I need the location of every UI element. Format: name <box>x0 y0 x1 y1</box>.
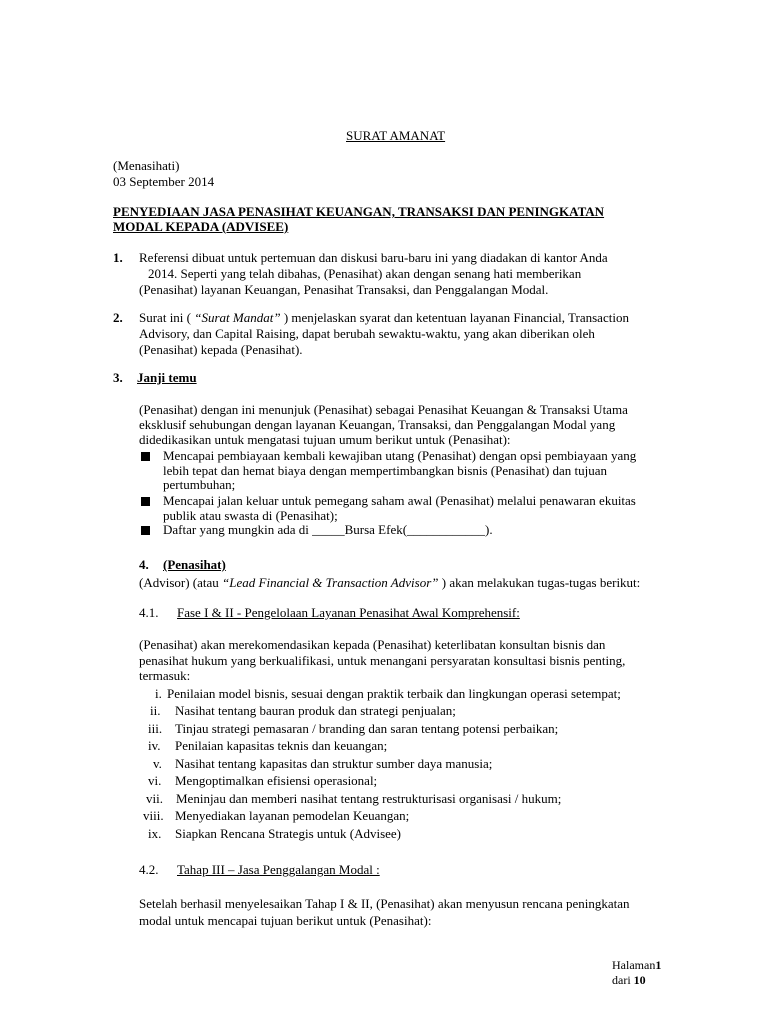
list-item-number: vii. <box>146 791 163 806</box>
page-current: 1 <box>655 958 662 972</box>
section-4-1-para-line-1: (Penasihat) akan merekomendasikan kepada (Penasihat) keterlibatan konsultan bisnis dan <box>139 637 606 652</box>
bullet-square-icon <box>141 526 150 535</box>
bullet-1-line-1: Mencapai pembiayaan kembali kewajiban utang (Penasihat) dengan opsi pembiayaan yang <box>163 448 637 463</box>
bullet-square-icon <box>141 497 150 506</box>
section-2-line-1 <box>139 310 629 326</box>
page-total: 10 <box>633 973 646 987</box>
list-item-number: iii. <box>148 721 163 736</box>
list-item-text: Penilaian kapasitas teknis dan keuangan; <box>175 738 388 753</box>
section-2-line-3: (Penasihat) kepada (Penasihat). <box>139 342 303 357</box>
section-4-line <box>139 575 640 591</box>
section-1-line-3: (Penasihat) layanan Keuangan, Penasihat Transaksi, dan Penggalangan Modal. <box>139 282 549 297</box>
section-2-line-1-post: ) menjelaskan syarat dan ketentuan layanan Financial, Transaction <box>280 310 629 325</box>
subject-line-2: MODAL KEPADA (ADVISEE) <box>113 219 289 234</box>
page-number-line-1 <box>612 958 661 973</box>
section-3-para-line-2: eksklusif sehubungan dengan layanan Keuangan, Transaksi, dan Penggalangan Modal yang <box>139 417 616 432</box>
list-item-number: vi. <box>148 773 162 788</box>
section-4-line-pre: (Advisor) (atau <box>139 575 223 590</box>
bullet-1-line-3: pertumbuhan; <box>163 477 236 492</box>
list-item-number: ii. <box>150 703 161 718</box>
section-1-line-2: 2014. Seperti yang telah dibahas, (Penasihat) akan dengan senang hati memberikan <box>148 266 582 281</box>
list-item-number: viii. <box>143 808 164 823</box>
subject-line-1: PENYEDIAAN JASA PENASIHAT KEUANGAN, TRANSAKSI DAN PENINGKATAN <box>113 204 605 219</box>
section-3-para-line-3: didedikasikan untuk mengatasi tujuan umum berikut untuk (Penasihat): <box>139 432 511 447</box>
bullet-2-line-2: publik atau swasta di (Penasihat); <box>163 508 338 523</box>
section-4-2-heading: Tahap III – Jasa Penggalangan Modal : <box>177 862 380 877</box>
section-4-1-para-line-2: penasihat hukum yang berkualifikasi, untuk menangani persyaratan konsultasi bisnis penting, <box>139 653 626 668</box>
section-4-2-para-line-1: Setelah berhasil menyelesaikan Tahap I & II, (Penasihat) akan menyusun rencana peningkatan <box>139 896 630 911</box>
bullet-3-line: Daftar yang mungkin ada di _____Bursa Efek(____________). <box>163 522 493 537</box>
section-4-1-para-line-3: termasuk: <box>139 668 191 683</box>
recipient-line: (Menasihati) <box>113 158 180 173</box>
document-title: SURAT AMANAT <box>346 128 446 143</box>
section-4-2-para-line-2: modal untuk mencapai tujuan berikut untuk (Penasihat): <box>139 913 432 928</box>
list-item-text: Siapkan Rencana Strategis untuk (Advisee) <box>175 826 401 841</box>
section-4-line-post: ) akan melakukan tugas-tugas berikut: <box>438 575 641 590</box>
page-of-label: dari <box>612 973 634 987</box>
list-item-text: Mengoptimalkan efisiensi operasional; <box>175 773 378 788</box>
list-item-text: Meninjau dan memberi nasihat tentang restrukturisasi organisasi / hukum; <box>176 791 562 806</box>
section-1-number: 1. <box>113 250 123 265</box>
section-4-heading: (Penasihat) <box>163 557 226 572</box>
page-number-line-2 <box>612 973 646 988</box>
list-item-text: Nasihat tentang bauran produk dan strategi penjualan; <box>175 703 456 718</box>
section-3-number: 3. <box>113 370 123 385</box>
section-4-number: 4. <box>139 557 149 572</box>
list-item-text: Menyediakan layanan pemodelan Keuangan; <box>175 808 410 823</box>
date-line: 03 September 2014 <box>113 174 215 189</box>
section-3-para-line-1: (Penasihat) dengan ini menunjuk (Penasihat) sebagai Penasihat Keuangan & Transaksi Utama <box>139 402 628 417</box>
section-2-line-2: Advisory, dan Capital Raising, dapat berubah sewaktu-waktu, yang akan diberikan oleh <box>139 326 595 341</box>
list-item-number: v. <box>153 756 162 771</box>
list-item-number: i. <box>155 686 162 701</box>
list-item-number: ix. <box>148 826 162 841</box>
list-item-number: iv. <box>148 738 161 753</box>
section-3-heading: Janji temu <box>137 370 197 385</box>
section-2-line-1-pre: Surat ini ( <box>139 310 195 325</box>
bullet-square-icon <box>141 452 150 461</box>
list-item-text: Penilaian model bisnis, sesuai dengan praktik terbaik dan lingkungan operasi setempat; <box>167 686 621 701</box>
section-4-1-heading: Fase I & II - Pengelolaan Layanan Penasihat Awal Komprehensif: <box>177 605 520 620</box>
surat-mandat-term: “Surat Mandat” <box>194 310 281 325</box>
page-label: Halaman <box>612 958 656 972</box>
list-item-text: Nasihat tentang kapasitas dan struktur sumber daya manusia; <box>175 756 493 771</box>
bullet-2-line-1: Mencapai jalan keluar untuk pemegang saham awal (Penasihat) melalui penawaran ekuitas <box>163 493 636 508</box>
section-2-number: 2. <box>113 310 123 325</box>
lead-advisor-term: “Lead Financial & Transaction Advisor” <box>222 575 439 590</box>
section-4-1-number: 4.1. <box>139 605 159 620</box>
section-4-2-number: 4.2. <box>139 862 159 877</box>
section-1-line-1: Referensi dibuat untuk pertemuan dan diskusi baru-baru ini yang diadakan di kantor Anda <box>139 250 608 265</box>
list-item-text: Tinjau strategi pemasaran / branding dan saran tentang potensi perbaikan; <box>175 721 559 736</box>
bullet-1-line-2: lebih tepat dan hemat biaya dengan mempertimbangkan bisnis (Penasihat) dan tujuan <box>163 463 608 478</box>
